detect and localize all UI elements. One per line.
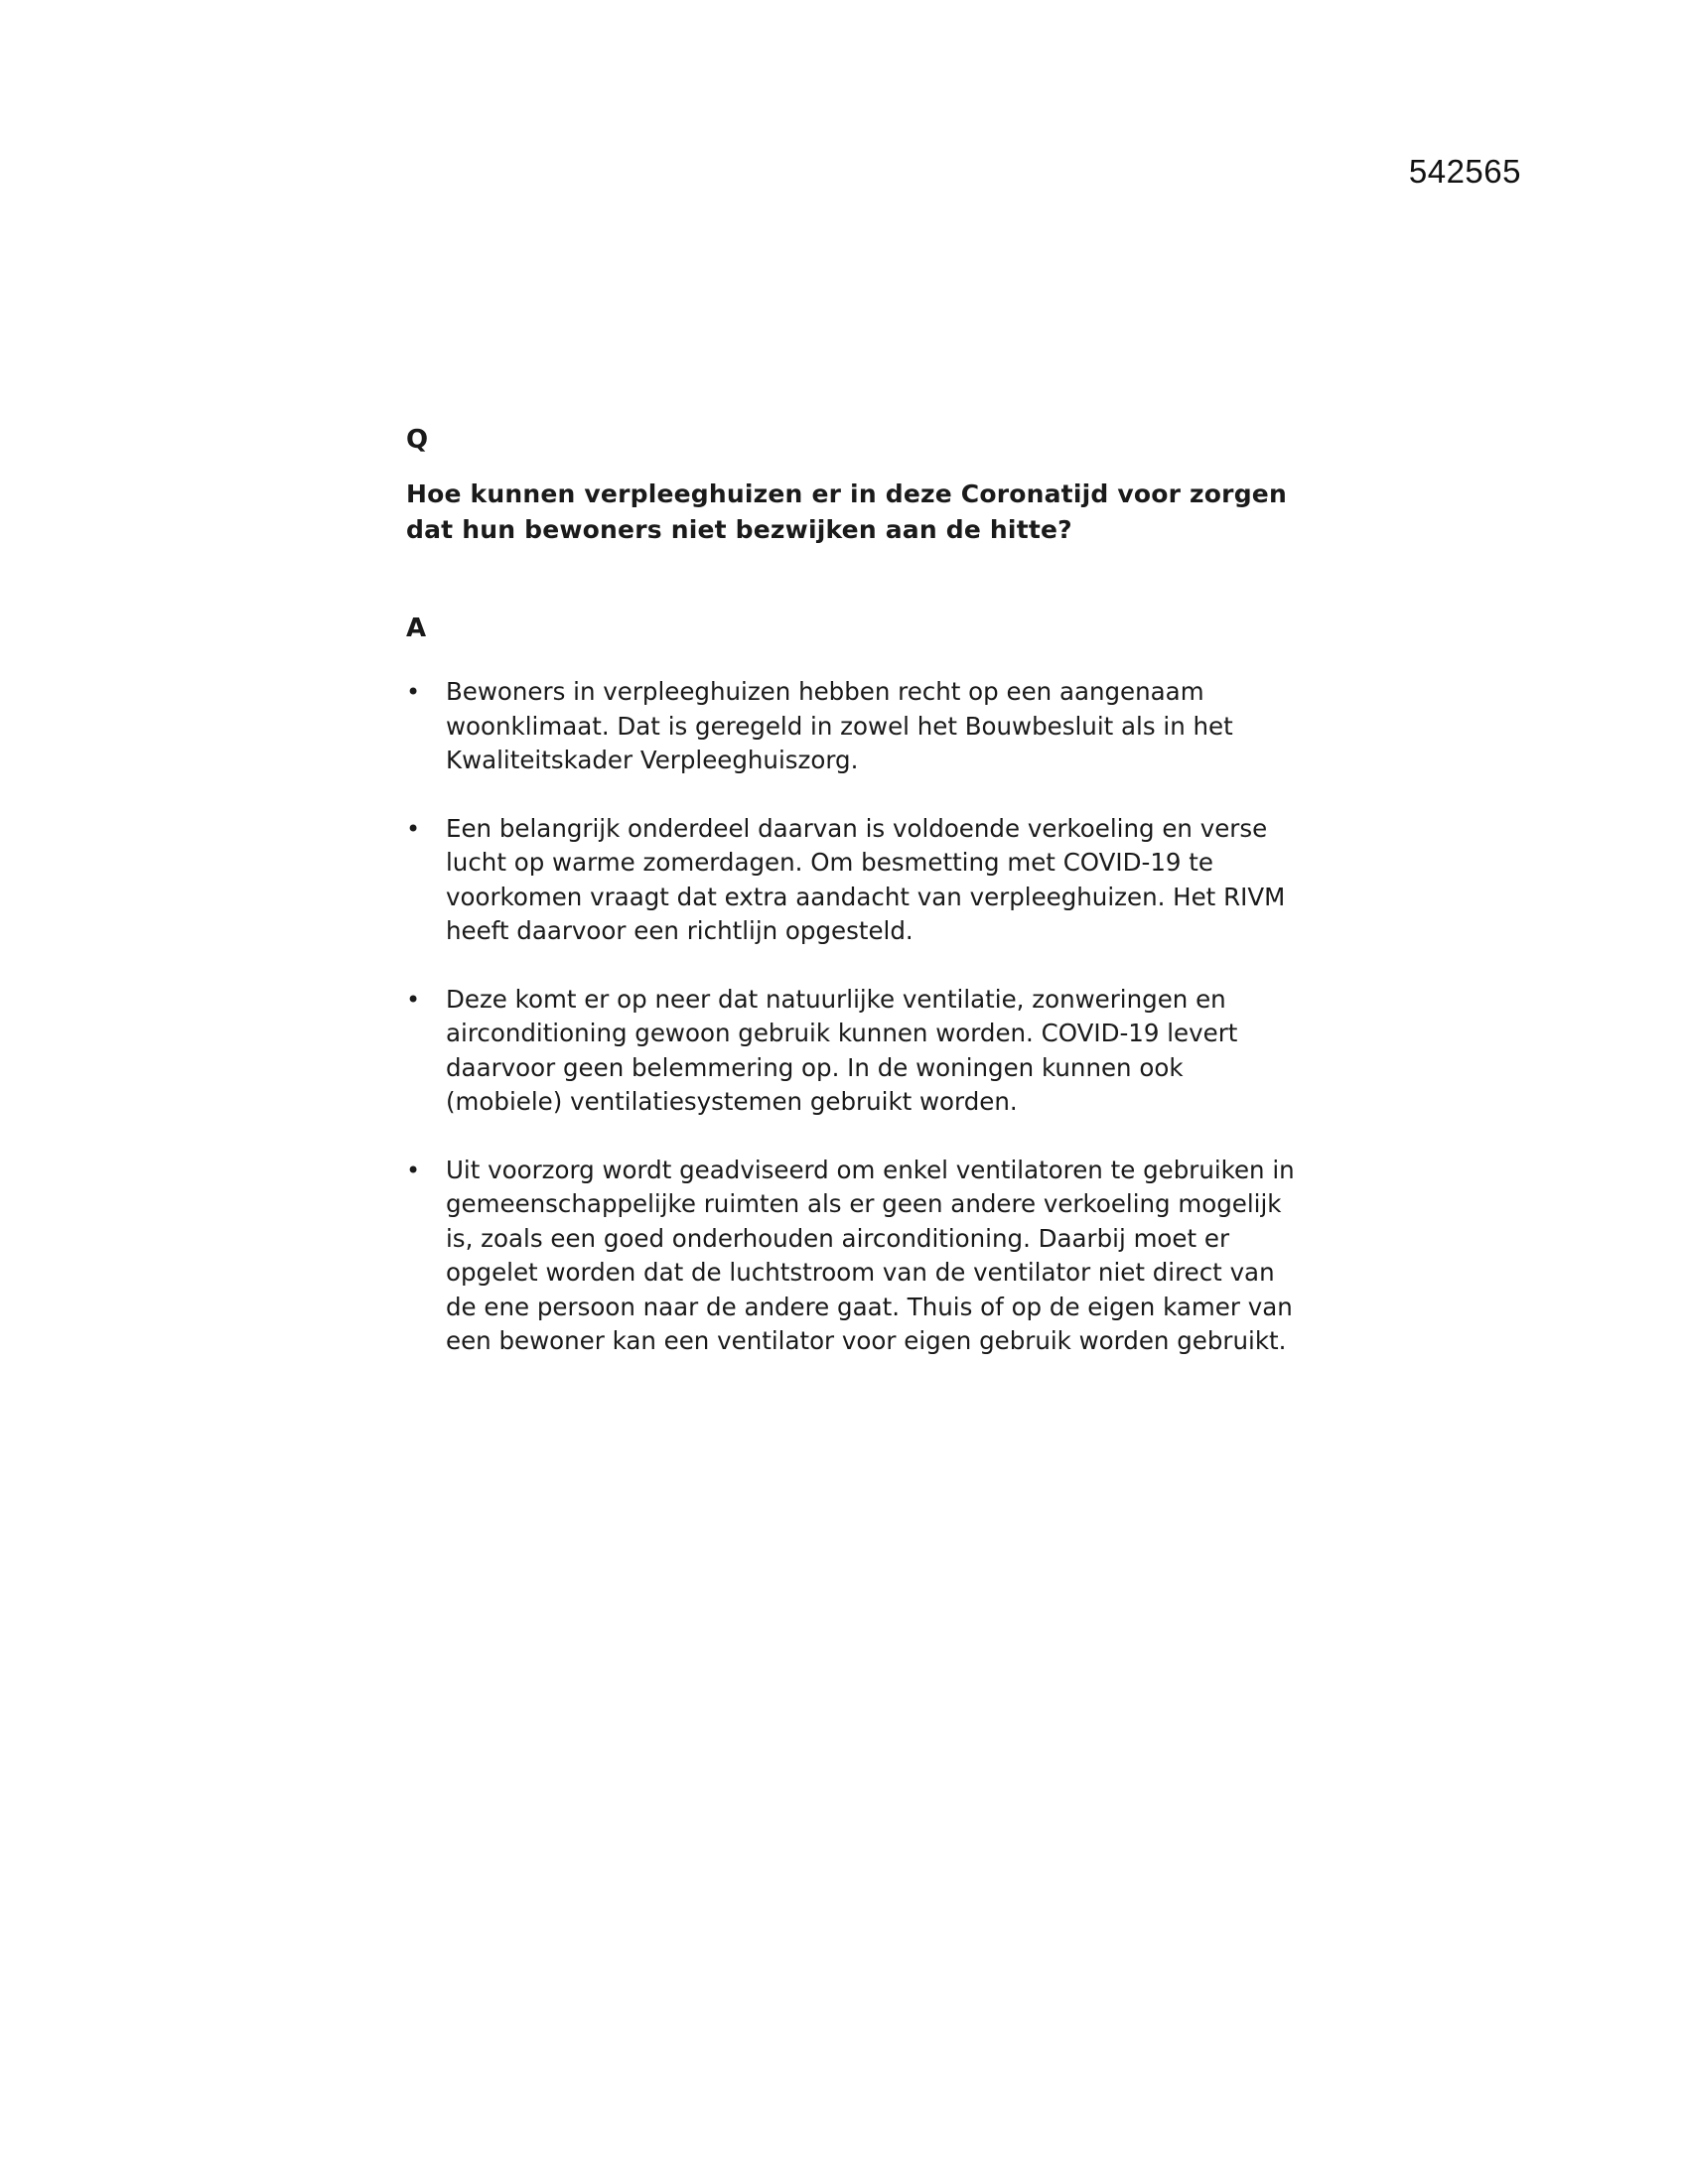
bullet-icon: • <box>406 1156 421 1184</box>
answer-text: Bewoners in verpleeghuizen hebben recht op een aangenaam woonklimaat. Dat is geregeld in zowel het Bouwbesluit als in het Kwaliteitskader Verpleeghuiszorg. <box>446 677 1233 774</box>
answer-label: A <box>406 614 427 643</box>
question-label: Q <box>406 425 429 455</box>
answer-text: Uit voorzorg wordt geadviseerd om enkel ventilatoren te gebruiken in gemeenschappelijke ruimten als er geen andere verkoeling mogelijk is, zoals een goed onderhouden airconditioning. Daarbij moet er opgelet worden dat de luchtstroom van de ventilator niet direct van de ene persoon naar de andere gaat. Thuis of op de eigen kamer van een bewoner kan een ventilator voor eigen gebruik worden gebruikt. <box>446 1155 1295 1355</box>
bullet-icon: • <box>406 678 421 706</box>
document-number: 542565 <box>1408 153 1521 190</box>
question-text: Hoe kunnen verpleeghuizen er in deze Coronatijd voor zorgen dat hun bewoners niet bezwijken aan de hitte? <box>406 479 1287 544</box>
answer-item <box>406 812 1300 949</box>
answer-list <box>406 675 1300 1393</box>
answer-text: Een belangrijk onderdeel daarvan is voldoende verkoeling en verse lucht op warme zomerdagen. Om besmetting met COVID-19 te voorkomen vraagt dat extra aandacht van verpleeghuizen. Het RIVM heeft daarvoor een richtlijn opgesteld. <box>446 813 1286 945</box>
answer-item <box>406 675 1300 778</box>
answer-item <box>406 983 1300 1120</box>
answer-text: Deze komt er op neer dat natuurlijke ventilatie, zonweringen en airconditioning gewoon gebruik kunnen worden. COVID-19 levert daarvoor geen belemmering op. In de woningen kunnen ook (mobiele) ventilatiesystemen gebruikt worden. <box>446 984 1238 1116</box>
bullet-icon: • <box>406 814 421 843</box>
bullet-icon: • <box>406 985 421 1014</box>
answer-item <box>406 1154 1300 1359</box>
